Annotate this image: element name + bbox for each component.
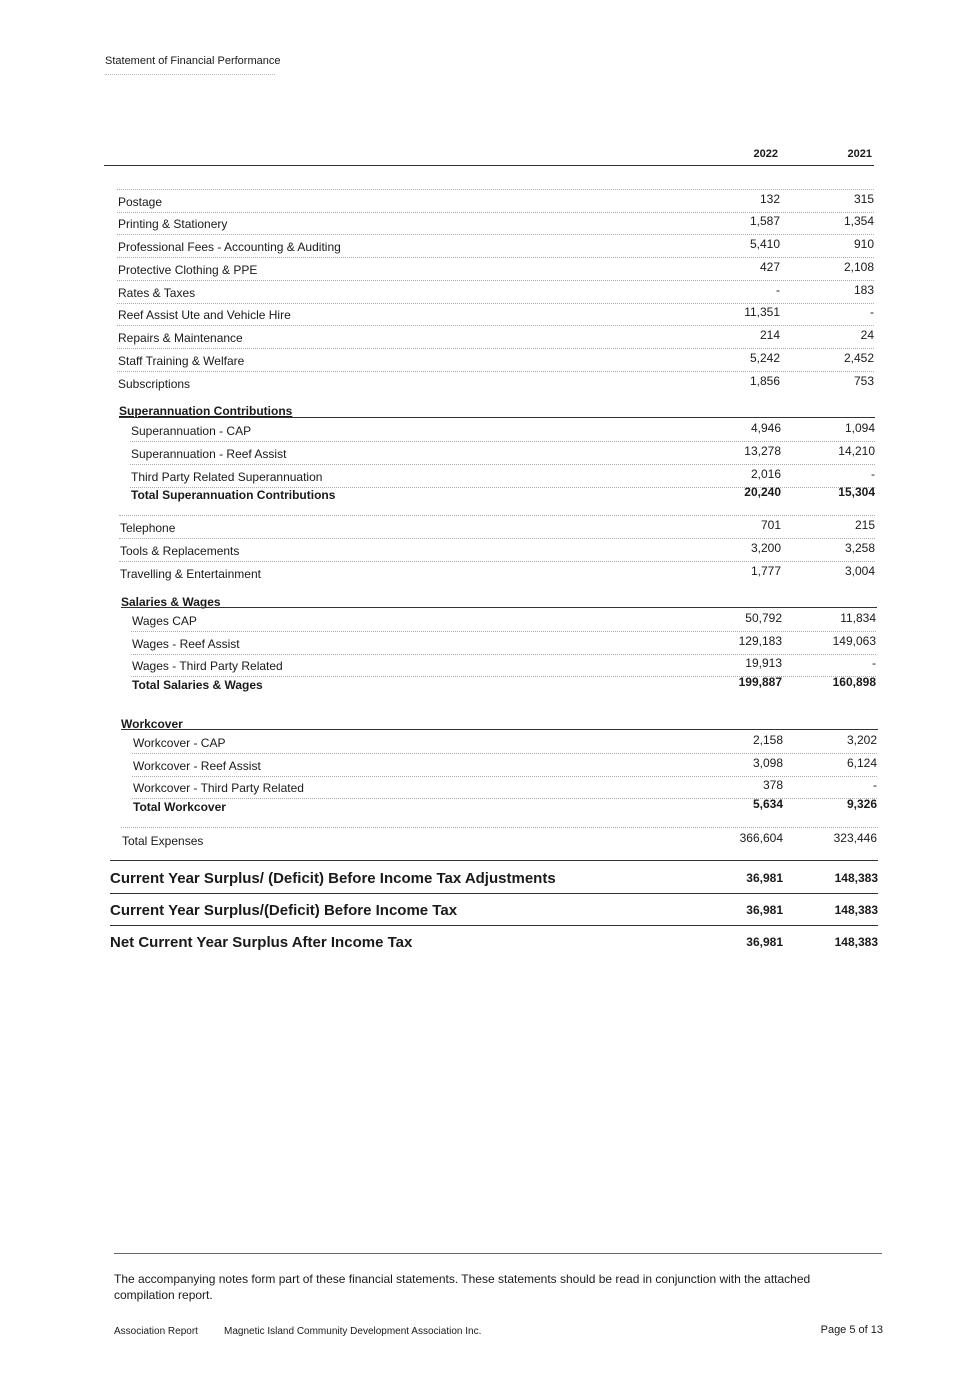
summary-label: Current Year Surplus/(Deficit) Before Income Tax	[110, 902, 458, 919]
row-divider	[119, 561, 875, 562]
section-heading-superannuation: Superannuation Contributions	[119, 404, 293, 418]
row-label: Workcover - Third Party Related	[133, 781, 304, 795]
value-2022: 701	[760, 518, 781, 532]
row-label: Rates & Taxes	[118, 286, 196, 300]
value-2022: 5,242	[749, 351, 780, 365]
row-divider	[117, 234, 874, 235]
row-label: Telephone	[120, 521, 176, 535]
footer-page-number: Page 5 of 13	[820, 1324, 883, 1336]
row-divider	[132, 753, 877, 754]
value-2021: -	[870, 305, 874, 319]
value-2021: 215	[854, 518, 875, 532]
summary-label: Current Year Surplus/ (Deficit) Before Income Tax Adjustments	[110, 870, 556, 887]
row-divider	[119, 538, 875, 539]
value-2021: 2,452	[843, 351, 874, 365]
row-label: Travelling & Entertainment	[120, 567, 261, 581]
row-label: Printing & Stationery	[118, 217, 228, 231]
row-divider	[130, 464, 875, 465]
value-2022: 199,887	[738, 675, 782, 689]
value-2022: 2,158	[752, 733, 783, 747]
row-label: Tools & Replacements	[120, 544, 240, 558]
summary-value-2021: 148,383	[834, 903, 878, 917]
column-header-rule	[104, 165, 874, 166]
value-2021: 160,898	[832, 675, 876, 689]
row-divider	[119, 515, 875, 516]
value-2022: 50,792	[745, 611, 782, 625]
footer-report-name: Association Report	[114, 1326, 198, 1337]
row-label: Superannuation - Reef Assist	[131, 447, 287, 461]
row-divider	[121, 827, 878, 828]
row-divider	[131, 654, 876, 655]
value-2021: 3,202	[846, 733, 877, 747]
value-2021: 323,446	[833, 831, 877, 845]
row-label: Staff Training & Welfare	[118, 354, 245, 368]
value-2022: 427	[759, 260, 780, 274]
value-2021: 6,124	[846, 756, 877, 770]
footer-organisation: Magnetic Island Community Development Association Inc.	[224, 1326, 482, 1337]
value-2022: 214	[759, 328, 780, 342]
value-2021: 11,834	[840, 611, 876, 625]
row-divider	[131, 631, 876, 632]
section-rule	[121, 607, 877, 608]
row-label: Subscriptions	[118, 377, 191, 391]
value-2022: 366,604	[739, 831, 783, 845]
row-divider	[117, 257, 874, 258]
value-2021: -	[871, 467, 875, 481]
value-2021: 753	[853, 374, 874, 388]
row-divider	[117, 325, 874, 326]
row-divider	[117, 303, 874, 304]
value-2022: 5,410	[749, 237, 780, 251]
row-divider	[130, 441, 875, 442]
section-heading-workcover: Workcover	[121, 717, 183, 731]
value-2021: 9,326	[846, 797, 877, 811]
value-2022: 5,634	[752, 797, 783, 811]
summary-value-2021: 148,383	[834, 935, 878, 949]
row-label: Total Workcover	[133, 800, 226, 814]
value-2022: 129,183	[738, 634, 782, 648]
row-label: Wages - Reef Assist	[132, 637, 240, 651]
value-2022: 20,240	[744, 485, 781, 499]
total-rule	[110, 860, 878, 861]
row-label: Wages - Third Party Related	[132, 659, 283, 673]
value-2021: 15,304	[838, 485, 875, 499]
value-2022: 19,913	[745, 656, 782, 670]
row-divider	[117, 371, 874, 372]
summary-label: Net Current Year Surplus After Income Tax	[110, 934, 413, 951]
summary-value-2021: 148,383	[834, 871, 878, 885]
row-label: Wages CAP	[132, 614, 197, 628]
row-label: Protective Clothing & PPE	[118, 263, 258, 277]
section-rule	[119, 417, 875, 418]
row-divider	[132, 776, 877, 777]
row-label: Total Salaries & Wages	[132, 678, 263, 692]
value-2022: -	[776, 283, 780, 297]
summary-rule	[110, 925, 878, 926]
row-label: Superannuation - CAP	[131, 424, 252, 438]
value-2022: 1,587	[749, 214, 780, 228]
value-2022: 132	[759, 192, 780, 206]
row-label: Repairs & Maintenance	[118, 331, 243, 345]
row-label: Professional Fees - Accounting & Auditing	[118, 240, 341, 254]
value-2021: 149,063	[832, 634, 876, 648]
row-label: Total Expenses	[122, 834, 204, 848]
row-divider	[117, 280, 874, 281]
value-2021: 1,094	[844, 421, 875, 435]
footer-divider	[114, 1253, 882, 1254]
value-2021: -	[873, 778, 877, 792]
row-label: Reef Assist Ute and Vehicle Hire	[118, 308, 291, 322]
value-2021: 3,004	[844, 564, 875, 578]
row-label: Third Party Related Superannuation	[131, 470, 323, 484]
column-header-2021: 2021	[847, 148, 872, 160]
summary-value-2022: 36,981	[746, 903, 783, 917]
value-2021: 910	[853, 237, 874, 251]
page-header-title: Statement of Financial Performance	[105, 55, 281, 67]
row-divider	[117, 212, 874, 213]
row-divider	[117, 348, 874, 349]
value-2021: 1,354	[843, 214, 874, 228]
section-rule	[121, 729, 878, 730]
value-2021: 24	[860, 328, 874, 342]
value-2021: 3,258	[844, 541, 875, 555]
value-2022: 2,016	[750, 467, 781, 481]
value-2021: 315	[853, 192, 874, 206]
value-2022: 1,856	[749, 374, 780, 388]
value-2021: 183	[853, 283, 874, 297]
row-label: Workcover - CAP	[133, 736, 226, 750]
summary-rule	[110, 893, 878, 894]
section-heading-salaries: Salaries & Wages	[121, 595, 221, 609]
value-2021: 2,108	[843, 260, 874, 274]
value-2022: 3,200	[750, 541, 781, 555]
row-label: Total Superannuation Contributions	[131, 488, 336, 502]
row-label: Postage	[118, 195, 163, 209]
value-2022: 4,946	[750, 421, 781, 435]
row-label: Workcover - Reef Assist	[133, 759, 261, 773]
value-2022: 3,098	[752, 756, 783, 770]
summary-value-2022: 36,981	[746, 871, 783, 885]
column-header-2022: 2022	[753, 148, 778, 160]
header-divider	[105, 74, 275, 75]
value-2022: 13,278	[744, 444, 781, 458]
value-2022: 11,351	[744, 305, 780, 319]
footer-note: The accompanying notes form part of these financial statements. These statements should be read in conjunction with the attached compilation report.	[114, 1272, 811, 1302]
row-divider	[117, 189, 874, 190]
value-2021: -	[872, 656, 876, 670]
value-2022: 1,777	[750, 564, 781, 578]
value-2021: 14,210	[838, 444, 875, 458]
value-2022: 378	[762, 778, 783, 792]
summary-value-2022: 36,981	[746, 935, 783, 949]
